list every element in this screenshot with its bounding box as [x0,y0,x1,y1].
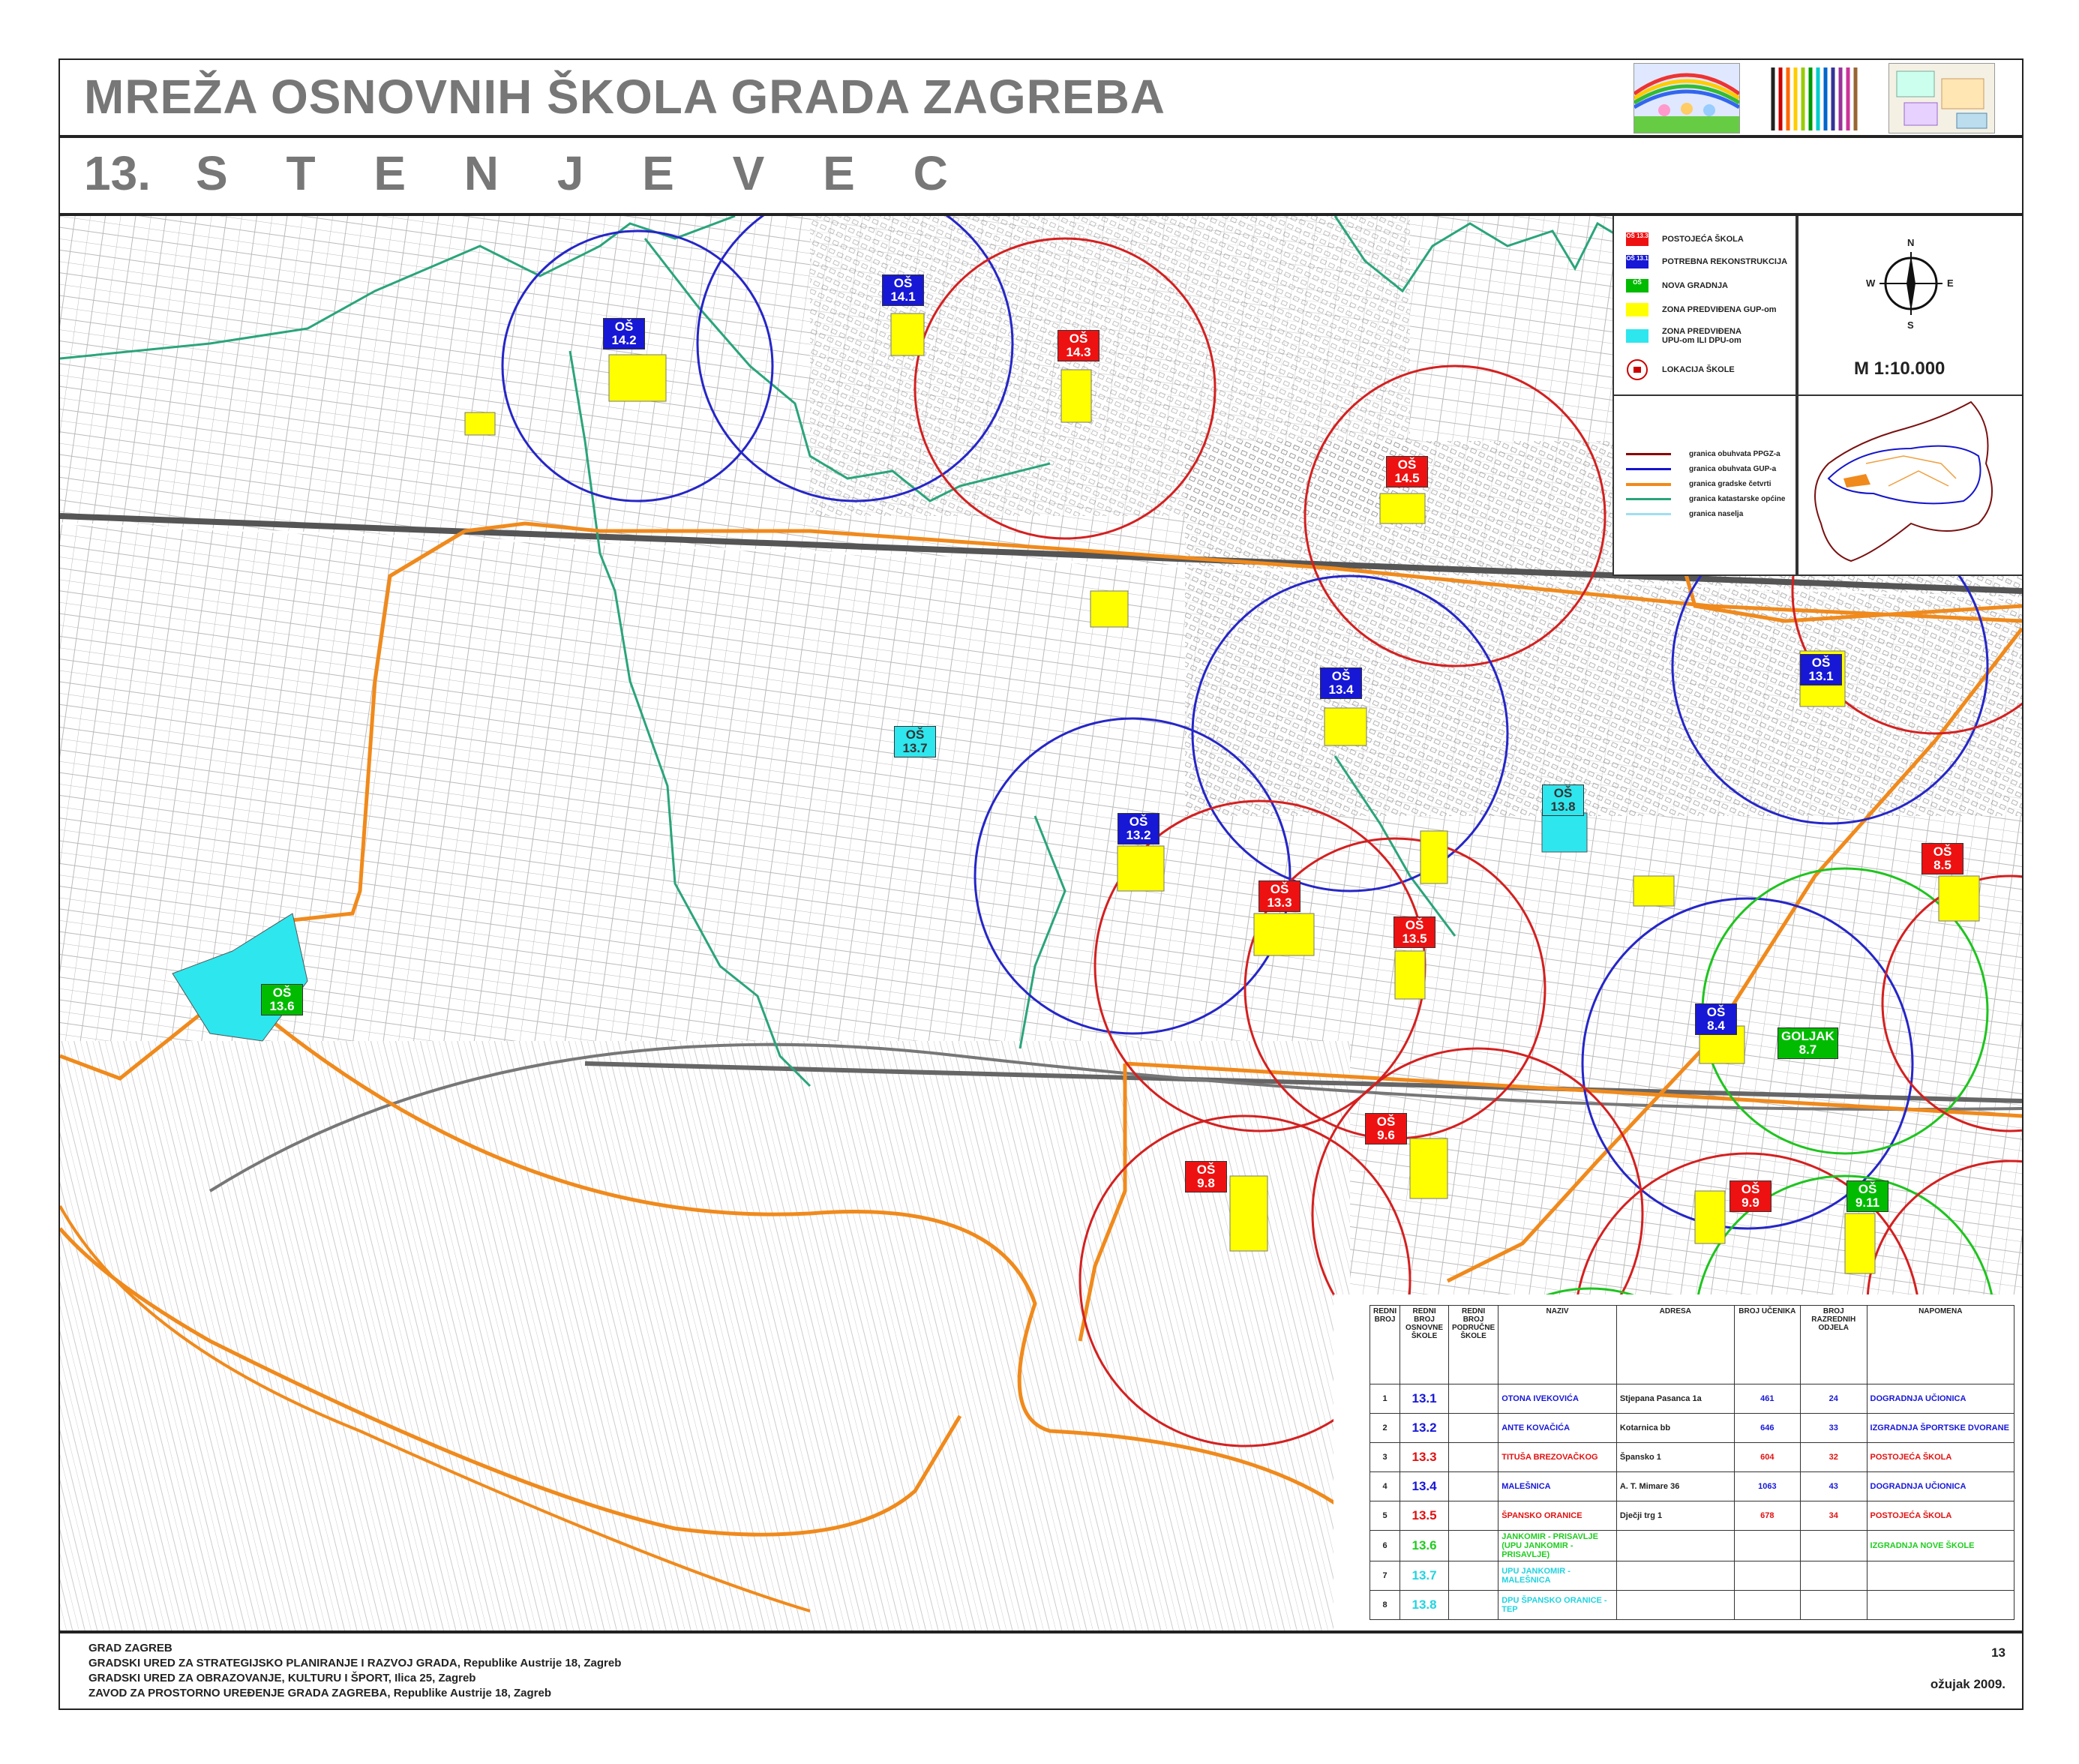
school-table [1370,1305,2014,1620]
colored-pencils-image [1768,63,1858,132]
school-address: Dječji trg 1 [1616,1502,1734,1531]
class-count [1800,1531,1867,1562]
student-count: 646 [1734,1414,1800,1443]
table-row [1370,1531,2014,1562]
row-number: 6 [1370,1531,1400,1562]
school-marker[interactable]: OŠ 13.3 [1258,880,1300,912]
student-count [1734,1562,1800,1591]
school-name: MALEŠNICA [1498,1472,1617,1502]
school-marker[interactable]: OŠ 9.6 [1365,1113,1407,1144]
map-canvas[interactable] [58,214,2024,1632]
col-header: REDNI BROJ PODRUČNE ŠKOLE [1448,1306,1498,1384]
district-number: 13. [84,146,151,200]
col-header: BROJ UČENIKA [1734,1306,1800,1384]
map-scale: M 1:10.000 [1854,358,1946,379]
school-marker[interactable]: OŠ 14.2 [603,318,645,350]
branch-code [1448,1414,1498,1443]
compass-panel [1797,214,2024,396]
legend-line-item: granica obuhvata PPGZ-a [1626,450,1780,458]
school-marker[interactable]: OŠ 13.7 [894,726,936,758]
branch-code [1448,1502,1498,1531]
class-count: 32 [1800,1443,1867,1472]
school-note [1867,1562,2014,1591]
page-title: MREŽA OSNOVNIH ŠKOLA GRADA ZAGREBA [84,70,1166,124]
school-address [1616,1591,1734,1620]
school-name: DPU ŠPANSKO ORANICE - TEP [1498,1591,1617,1620]
school-note: POSTOJEĆA ŠKOLA [1867,1443,2014,1472]
student-count: 461 [1734,1384,1800,1414]
footer-credits [88,1641,621,1701]
legend-item: ZONA PREDVIĐENA GUP-om [1626,303,1777,316]
legend-item: OŠ NOVA GRADNJA [1626,279,1728,292]
school-marker[interactable]: OŠ 14.5 [1386,456,1428,488]
school-address: Stjepana Pasanca 1a [1616,1384,1734,1414]
legend-line-item: granica obuhvata GUP-a [1626,465,1776,473]
school-marker[interactable]: GOLJAK 8.7 [1778,1028,1838,1059]
table-body [1370,1384,2014,1620]
col-header: NAZIV [1498,1306,1617,1384]
school-code: 13.1 [1400,1384,1449,1414]
school-name: OTONA IVEKOVIĆA [1498,1384,1617,1414]
school-address: A. T. Mimare 36 [1616,1472,1734,1502]
branch-code [1448,1531,1498,1562]
class-count: 43 [1800,1472,1867,1502]
school-marker[interactable]: OŠ 13.4 [1320,668,1362,699]
compass-north: N [1907,237,1915,248]
student-count [1734,1591,1800,1620]
row-number: 8 [1370,1591,1400,1620]
school-note: IZGRADNJA NOVE ŠKOLE [1867,1531,2014,1562]
row-number: 5 [1370,1502,1400,1531]
school-code: 13.3 [1400,1443,1449,1472]
school-marker[interactable]: OŠ 14.3 [1058,330,1100,362]
row-number: 3 [1370,1443,1400,1472]
school-code: 13.4 [1400,1472,1449,1502]
school-drawings-image [1888,63,1995,134]
district-name: S T E N J E V E C [195,146,970,200]
compass-west: W [1866,278,1876,289]
children-drawing-image [1634,63,1740,134]
school-address: Špansko 1 [1616,1443,1734,1472]
branch-code [1448,1443,1498,1472]
row-number: 7 [1370,1562,1400,1591]
table-row [1370,1443,2014,1472]
district-heading [84,146,970,201]
compass-south: S [1907,320,1914,331]
school-marker[interactable]: OŠ 9.9 [1730,1180,1772,1212]
school-name: JANKOMIR - PRISAVLJE (UPU JANKOMIR - PRISAVLJE) [1498,1531,1617,1562]
compass-rose-icon [1798,216,2024,336]
col-header: REDNI BROJ OSNOVNE ŠKOLE [1400,1306,1449,1384]
school-code: 13.7 [1400,1562,1449,1591]
school-code: 13.8 [1400,1591,1449,1620]
student-count [1734,1531,1800,1562]
branch-code [1448,1384,1498,1414]
legend-lines [1612,394,1797,576]
footer-line: ZAVOD ZA PROSTORNO UREĐENJE GRADA ZAGREBA, Republike Austrije 18, Zagreb [88,1687,552,1700]
legend-item: LOKACIJA ŠKOLE [1626,358,1735,381]
school-location-icon [1626,358,1648,381]
school-address [1616,1531,1734,1562]
school-marker[interactable]: OŠ 13.2 [1118,813,1160,844]
footer-bar [58,1632,2024,1710]
class-count [1800,1562,1867,1591]
district-bar [58,136,2024,214]
title-bar [58,58,2024,136]
school-name: ŠPANSKO ORANICE [1498,1502,1617,1531]
school-marker[interactable]: OŠ 13.5 [1394,916,1436,948]
class-count [1800,1591,1867,1620]
school-marker[interactable]: OŠ 13.8 [1542,784,1584,816]
page-number: 13 [1991,1646,2006,1660]
student-count: 604 [1734,1443,1800,1472]
legend-item: OŠ 13.3 POSTOJEĆA ŠKOLA [1626,232,1744,246]
branch-code [1448,1591,1498,1620]
table-row [1370,1502,2014,1531]
school-note: DOGRADNJA UČIONICA [1867,1384,2014,1414]
legend-line-item: granica gradske četvrti [1626,480,1772,488]
col-header: REDNI BROJ [1370,1306,1400,1384]
school-address: Kotarnica bb [1616,1414,1734,1443]
row-number: 1 [1370,1384,1400,1414]
table-row [1370,1591,2014,1620]
student-count: 678 [1734,1502,1800,1531]
school-note [1867,1591,2014,1620]
col-header: NAPOMENA [1867,1306,2014,1384]
legend-symbols [1612,214,1797,396]
compass-east: E [1947,278,1954,289]
row-number: 2 [1370,1414,1400,1443]
class-count: 33 [1800,1414,1867,1443]
publication-date: ožujak 2009. [1930,1677,2006,1691]
table-row [1370,1414,2014,1443]
legend-line-item: granica naselja [1626,510,1743,518]
table-row [1370,1472,2014,1502]
school-note: DOGRADNJA UČIONICA [1867,1472,2014,1502]
school-note: IZGRADNJA ŠPORTSKE DVORANE [1867,1414,2014,1443]
school-code: 13.5 [1400,1502,1449,1531]
school-marker[interactable]: OŠ 13.6 [261,984,303,1016]
class-count: 24 [1800,1384,1867,1414]
table-header-row [1370,1306,2014,1384]
student-count: 1063 [1734,1472,1800,1502]
footer-line: GRAD ZAGREB [88,1642,172,1654]
branch-code [1448,1472,1498,1502]
class-count: 34 [1800,1502,1867,1531]
school-name: TITUŠA BREZOVAČKOG [1498,1443,1617,1472]
school-name: UPU JANKOMIR - MALEŠNICA [1498,1562,1617,1591]
legend-line-item: granica katastarske općine [1626,495,1785,503]
school-name: ANTE KOVAČIĆA [1498,1414,1617,1443]
school-marker[interactable]: OŠ 13.1 [1800,654,1842,686]
footer-line: GRADSKI URED ZA STRATEGIJSKO PLANIRANJE I RAZVOJ GRADA, Republike Austrije 18, Zagreb [88,1657,622,1670]
school-code: 13.6 [1400,1531,1449,1562]
col-header: BROJ RAZREDNIH ODJELA [1800,1306,1867,1384]
school-marker[interactable]: OŠ 14.1 [882,274,924,306]
footer-line: GRADSKI URED ZA OBRAZOVANJE, KULTURU I ŠPORT, Ilica 25, Zagreb [88,1672,476,1684]
school-note: POSTOJEĆA ŠKOLA [1867,1502,2014,1531]
school-code: 13.2 [1400,1414,1449,1443]
city-overview-map [1798,396,2024,574]
branch-code [1448,1562,1498,1591]
col-header: ADRESA [1616,1306,1734,1384]
row-number: 4 [1370,1472,1400,1502]
school-marker[interactable]: OŠ 8.4 [1695,1004,1737,1035]
legend-item: ZONA PREDVIĐENA UPU-om ILI DPU-om [1626,327,1776,345]
table-row [1370,1384,2014,1414]
school-address [1616,1562,1734,1591]
city-overview-panel [1797,394,2024,576]
school-marker[interactable]: OŠ 9.8 [1185,1161,1227,1192]
table-row [1370,1562,2014,1591]
legend-item: OŠ 13.1 POTREBNA REKONSTRUKCIJA [1626,255,1787,268]
school-marker[interactable]: OŠ 8.5 [1922,843,1964,874]
school-marker[interactable]: OŠ 9.11 [1846,1180,1888,1212]
